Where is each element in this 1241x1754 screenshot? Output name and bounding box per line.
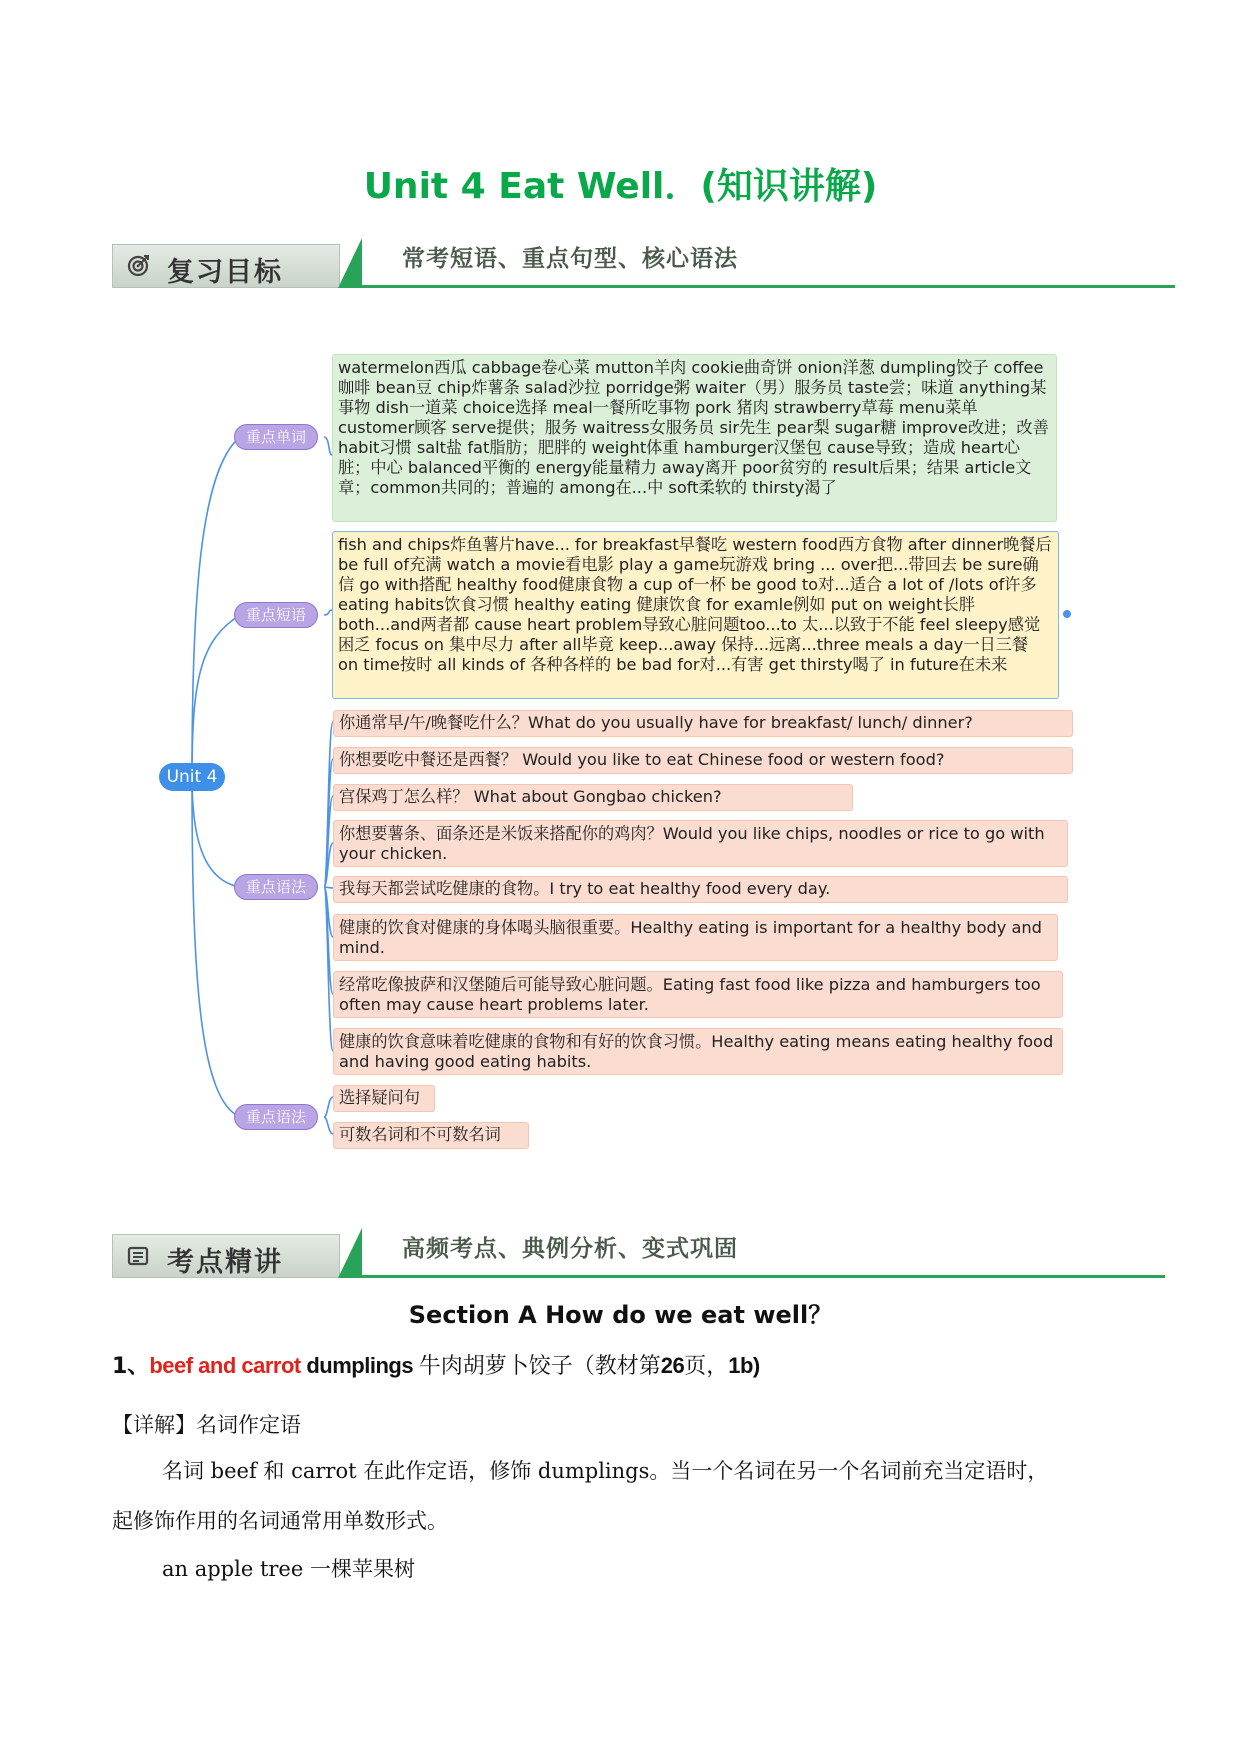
sentence-node: 健康的饮食对健康的身体喝头脑很重要。Healthy eating is important for a healthy body and mind. bbox=[333, 914, 1058, 961]
item-heading bbox=[112, 1349, 760, 1380]
item-ref: 1b) bbox=[728, 1353, 760, 1378]
branch-phrases: 重点短语 bbox=[234, 602, 318, 628]
sentence-node: 你想要吃中餐还是西餐？ Would you like to eat Chinese food or western food? bbox=[333, 747, 1073, 774]
sentence-node: 经常吃像披萨和汉堡随后可能导致心脏问题。Eating fast food like pizza and hamburgers too often may cause heart problems later. bbox=[333, 971, 1063, 1018]
item-page: 26 bbox=[660, 1353, 685, 1378]
branch-words: 重点单词 bbox=[234, 424, 318, 450]
section-title: Section A How do we eat well？ bbox=[408, 1301, 833, 1329]
sentence-node: 你想要薯条、面条还是米饭来搭配你的鸡肉？Would you like chips, noodles or rice to go with your chicken. bbox=[333, 820, 1068, 867]
words-node: watermelon西瓜 cabbage卷心菜 mutton羊肉 cookie曲奇饼 onion洋葱 dumpling饺子 coffee咖啡 bean豆 chip炸薯条 salad沙拉 porridge粥 waiter（男）服务员 taste尝；味道 anything某事物 dish一道菜 choice选择 meal一餐所吃事物 pork 猪肉 strawberry草莓 menu菜单 customer顾客 serve提供；服务 waitress女服务员 sir先生 pear梨 sugar糖 improve改进；改善 habit习惯 salt盐 fat脂肪；肥胖的 weight体重 hamburger汉堡包 cause导致；造成 heart心脏；中心 balanced平衡的 energy能量精力 away离开 poor贫穷的 result后果；结果 article文章；common共同的；普遍的 among在...中 soft柔软的 thirsty渴了 bbox=[332, 354, 1057, 522]
grammar-node: 选择疑问句 bbox=[333, 1085, 435, 1112]
item-highlight: beef and carrot bbox=[149, 1353, 301, 1378]
item-number: 1、 bbox=[112, 1354, 150, 1379]
root-node: Unit 4 bbox=[159, 763, 225, 791]
sentence-node: 宫保鸡丁怎么样？ What about Gongbao chicken? bbox=[333, 784, 853, 811]
book-icon bbox=[127, 1245, 149, 1267]
key-points-banner bbox=[112, 1228, 1165, 1278]
branch-sentences: 重点语法 bbox=[234, 874, 318, 900]
example-line: an apple tree 一棵苹果树 bbox=[162, 1557, 415, 1581]
item-chinese: 牛肉胡萝卜饺子（教材第 bbox=[418, 1354, 661, 1379]
item-chinese-2: 页， bbox=[684, 1354, 729, 1379]
sentence-node: 健康的饮食意味着吃健康的食物和有好的饮食习惯。Healthy eating means eating healthy food and having good eating habits. bbox=[333, 1028, 1063, 1075]
phrases-node: fish and chips炸鱼薯片have... for breakfast早餐吃 western food西方食物 after dinner晚餐后 be full of充满 watch a movie看电影 play a game玩游戏 bring ... over把...带回去 be sure确信 go with搭配 healthy food健康食物 a cup of一杯 be good to对...适合 a lot of /lots of许多 eating habits饮食习惯 healthy eating 健康饮食 for examle例如 put on weight长胖 both...and两者都 cause heart problem导致心脏问题too...to 太...以致于不能 feel sleepy感觉困乏 focus on 集中尽力 after all毕竟 keep...away 保持...远离...three meals a day一日三餐 on time按时 all kinds of 各种各样的 be bad for对...有害 get thirsty喝了 in future在未来 bbox=[332, 531, 1059, 699]
banner-subtitle: 常考短语、重点句型、核心语法 bbox=[402, 246, 738, 272]
expand-dot bbox=[1063, 610, 1071, 618]
sentence-node: 我每天都尝试吃健康的食物。I try to eat healthy food every day. bbox=[333, 876, 1068, 903]
detail-heading: 【详解】名词作定语 bbox=[112, 1413, 301, 1437]
banner-tab-label: 考点精讲 bbox=[167, 1247, 283, 1278]
banner-tab-label: 复习目标 bbox=[167, 257, 283, 288]
explanation-line-1: 名词 beef 和 carrot 在此作定语，修饰 dumplings。当一个名词在另一个名词前充当定语时， bbox=[162, 1459, 1049, 1483]
item-english: dumplings bbox=[300, 1353, 419, 1378]
sentence-node: 你通常早/午/晚餐吃什么？What do you usually have for breakfast/ lunch/ dinner? bbox=[333, 710, 1073, 737]
banner-tab bbox=[112, 1234, 340, 1278]
document-title: Unit 4 Eat Well．(知识讲解) bbox=[363, 166, 878, 207]
banner-subtitle: 高频考点、典例分析、变式巩固 bbox=[402, 1236, 738, 1262]
explanation-line-2: 起修饰作用的名词通常用单数形式。 bbox=[112, 1509, 448, 1533]
branch-grammar: 重点语法 bbox=[234, 1104, 318, 1130]
grammar-node: 可数名词和不可数名词 bbox=[333, 1122, 529, 1149]
